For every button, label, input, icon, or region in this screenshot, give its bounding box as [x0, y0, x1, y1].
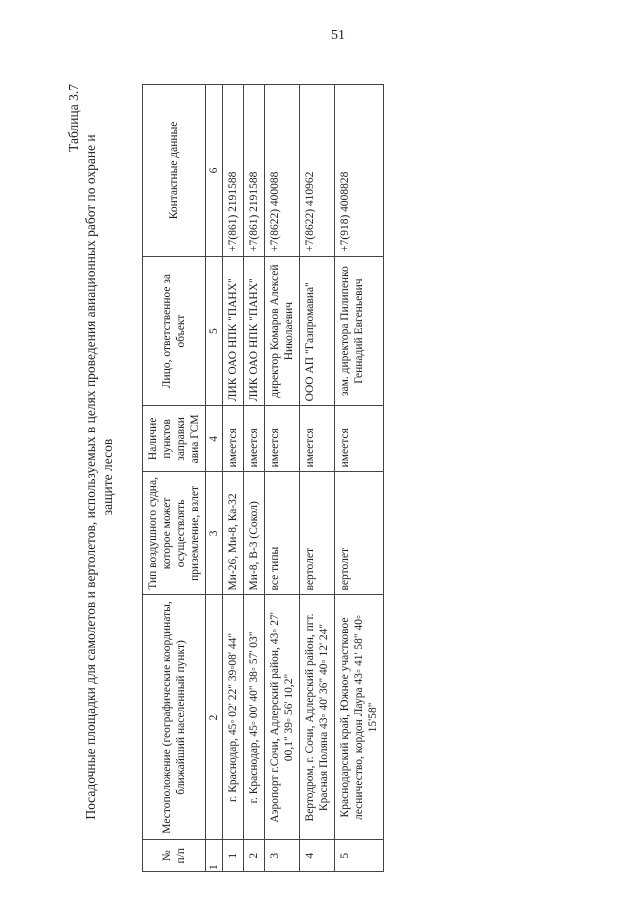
column-number: 2: [206, 595, 223, 840]
row-responsible: зам. директора Пилипенко Геннадий Евгеньевич: [335, 256, 384, 405]
row-responsible: ЛИК ОАО НПК "ПАНХ": [223, 256, 244, 405]
rotated-table-block: [66, 72, 535, 882]
row-aircraft: все типы: [265, 472, 300, 595]
table-row: [244, 85, 265, 872]
row-location: г. Краснодар, 45◦ 00' 40" 38◦ 57' 03": [244, 595, 265, 840]
table-header-row: [143, 85, 206, 872]
column-number: 1: [206, 840, 223, 872]
row-aircraft: вертолет: [335, 472, 384, 595]
column-number: 6: [206, 85, 223, 257]
table-row: [335, 85, 384, 872]
row-number: 1: [223, 840, 244, 872]
row-number: 4: [300, 840, 335, 872]
table-row: [223, 85, 244, 872]
row-fuel: имеется: [223, 406, 244, 472]
row-contact: +7(8622) 400088: [265, 85, 300, 257]
row-responsible: ООО АП "Газпромавиа": [300, 256, 335, 405]
header-location: Местоположение (географические координаты, ближайший населенный пункт): [143, 595, 206, 840]
row-responsible: ЛИК ОАО НПК "ПАНХ": [244, 256, 265, 405]
row-contact: +7(861) 2191588: [223, 85, 244, 257]
row-fuel: имеется: [244, 406, 265, 472]
row-location: Краснодарский край, Южное участковое лесничество, кордон Лаура 43◦ 41' 58" 40◦ 15'58": [335, 595, 384, 840]
row-aircraft: Ми-26, Ми-8, Ка-32: [223, 472, 244, 595]
column-number-row: [206, 85, 223, 872]
row-fuel: имеется: [300, 406, 335, 472]
row-fuel: имеется: [265, 406, 300, 472]
caption-line-1: Посадочные площадки для самолетов и вертолетов, используемых в целях проведения авиационных работ по охране и: [83, 134, 98, 820]
column-number: 4: [206, 406, 223, 472]
page-number: 51: [331, 28, 345, 43]
row-fuel: имеется: [335, 406, 384, 472]
caption-line-2: защите лесов: [100, 438, 115, 516]
row-number: 5: [335, 840, 384, 872]
row-aircraft: вертолет: [300, 472, 335, 595]
row-location: г. Краснодар, 45◦ 02' 22" 39◦08' 44": [223, 595, 244, 840]
row-location: Аэропорт г.Сочи, Адлерский район, 43◦ 27' 00,1" 39◦ 56' 10,2": [265, 595, 300, 840]
row-number: 3: [265, 840, 300, 872]
column-number: 5: [206, 256, 223, 405]
row-location: Вертодром, г. Сочи, Адлерский район, пгт. Красная Поляна 43◦ 40' 36" 40◦ 12' 24": [300, 595, 335, 840]
header-responsible: Лицо, ответственное за объект: [143, 256, 206, 405]
table-number: Таблица 3.7: [66, 84, 81, 152]
row-responsible: директор Комаров Алексей Николаевич: [265, 256, 300, 405]
table-row: [265, 85, 300, 872]
header-aircraft: Тип воздушного судна, которое может осуществлять приземление, взлет: [143, 472, 206, 595]
row-number: 2: [244, 840, 265, 872]
table-caption: [66, 72, 116, 882]
header-contact: Контактные данные: [143, 85, 206, 257]
column-number: 3: [206, 472, 223, 595]
header-number: № п/п: [143, 840, 206, 872]
landing-sites-table: [142, 84, 384, 872]
table-row: [300, 85, 335, 872]
row-aircraft: Ми-8, В-3 (Сокол): [244, 472, 265, 595]
row-contact: +7(918) 4008828: [335, 85, 384, 257]
row-contact: +7(861) 2191588: [244, 85, 265, 257]
header-fuel: Наличие пунктов заправки авиа ГСМ: [143, 406, 206, 472]
row-contact: +7(8622) 410962: [300, 85, 335, 257]
